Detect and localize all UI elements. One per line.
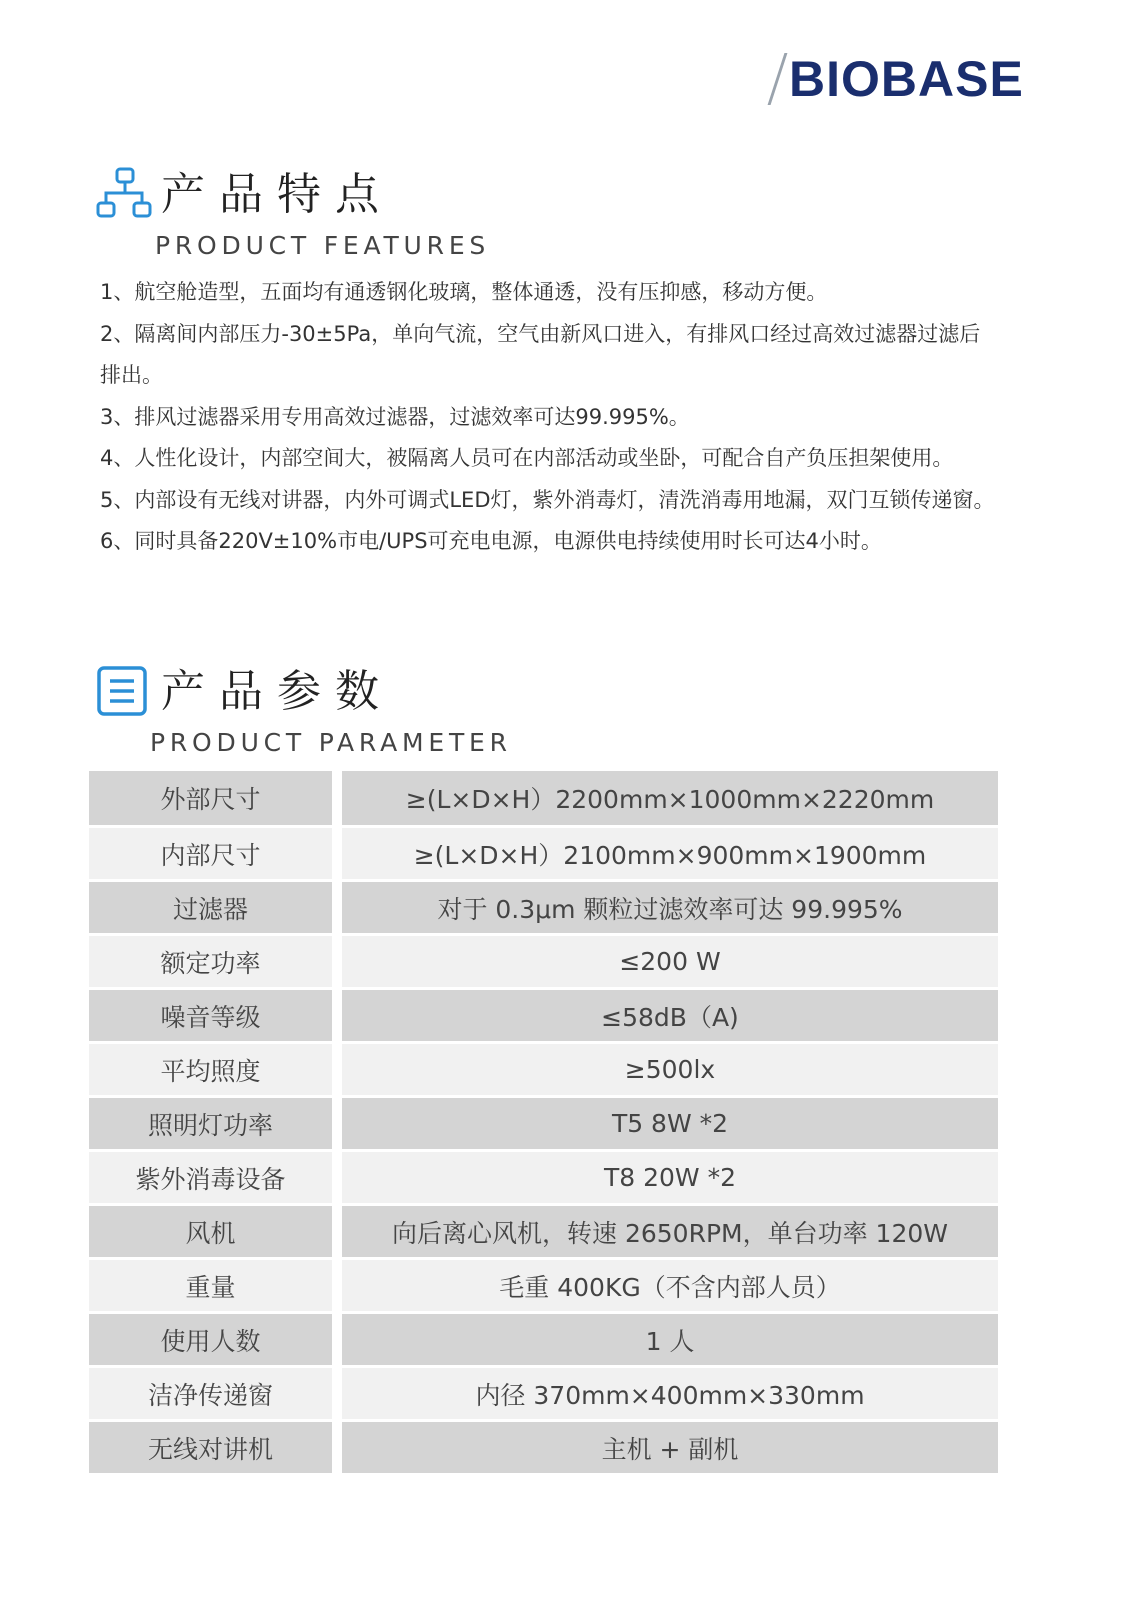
- param-label: 照明灯功率: [89, 1095, 332, 1149]
- table-row: [89, 1095, 998, 1149]
- table-row: [89, 1365, 998, 1419]
- param-value: 主机 + 副机: [342, 1419, 998, 1473]
- column-gap: [332, 1419, 342, 1473]
- feature-item: 5、内部设有无线对讲器，内外可调式LED灯，紫外消毒灯，清洗消毒用地漏，双门互锁传递窗。: [100, 487, 995, 512]
- param-label: 洁净传递窗: [89, 1365, 332, 1419]
- column-gap: [332, 825, 342, 879]
- table-row: [89, 1041, 998, 1095]
- param-label: 噪音等级: [89, 987, 332, 1041]
- table-row: [89, 933, 998, 987]
- column-gap: [332, 1041, 342, 1095]
- table-row: [89, 825, 998, 879]
- table-row: [89, 987, 998, 1041]
- list-document-icon: [95, 662, 155, 722]
- feature-item: 3、排风过滤器采用专用高效过滤器，过滤效率可达99.995%。: [100, 404, 690, 429]
- column-gap: [332, 1203, 342, 1257]
- feature-item: 2、隔离间内部压力-30±5Pa，单向气流，空气由新风口进入，有排风口经过高效过滤器过滤后排出。: [100, 321, 981, 387]
- column-gap: [332, 987, 342, 1041]
- param-value: T5 8W *2: [342, 1095, 998, 1149]
- param-label: 平均照度: [89, 1041, 332, 1095]
- logo-slash: [768, 53, 788, 105]
- feature-item: 1、航空舱造型，五面均有通透钢化玻璃，整体通透，没有压抑感，移动方便。: [100, 280, 828, 304]
- feature-item: 4、人性化设计，内部空间大，被隔离人员可在内部活动或坐卧，可配合自产负压担架使用。: [100, 446, 954, 470]
- param-value: ≥500lx: [342, 1041, 998, 1095]
- column-gap: [332, 1149, 342, 1203]
- feature-item: 6、同时具备220V±10%市电/UPS可充电电源，电源供电持续使用时长可达4小时。: [100, 529, 882, 553]
- column-gap: [332, 933, 342, 987]
- features-subtitle: PRODUCT FEATURES: [155, 231, 491, 260]
- param-value: ≤58dB（A): [342, 987, 998, 1041]
- param-value: 内径 370mm×400mm×330mm: [342, 1365, 998, 1419]
- param-value: ≥(L×D×H）2100mm×900mm×1900mm: [342, 825, 998, 879]
- features-list: [100, 272, 1000, 563]
- table-row: [89, 1419, 998, 1473]
- column-gap: [332, 879, 342, 933]
- param-label: 外部尺寸: [89, 771, 332, 825]
- column-gap: [332, 771, 342, 825]
- column-gap: [332, 1365, 342, 1419]
- table-row: [89, 771, 998, 825]
- table-row: [89, 1311, 998, 1365]
- param-value: 对于 0.3μm 颗粒过滤效率可达 99.995%: [342, 879, 998, 933]
- param-value: 毛重 400KG（不含内部人员）: [342, 1257, 998, 1311]
- param-value: ≤200 W: [342, 933, 998, 987]
- params-title: 产品参数: [161, 666, 393, 717]
- column-gap: [332, 1095, 342, 1149]
- param-label: 额定功率: [89, 933, 332, 987]
- param-label: 内部尺寸: [89, 825, 332, 879]
- params-table: [89, 771, 998, 1473]
- table-row: [89, 879, 998, 933]
- table-row: [89, 1203, 998, 1257]
- param-label: 紫外消毒设备: [89, 1149, 332, 1203]
- param-label: 重量: [89, 1257, 332, 1311]
- param-label: 无线对讲机: [89, 1419, 332, 1473]
- table-row: [89, 1149, 998, 1203]
- features-header: [95, 165, 490, 260]
- features-title: 产品特点: [161, 169, 393, 220]
- brand-logo: [776, 50, 1024, 108]
- param-value: T8 20W *2: [342, 1149, 998, 1203]
- hierarchy-icon: [95, 165, 155, 225]
- param-label: 风机: [89, 1203, 332, 1257]
- column-gap: [332, 1311, 342, 1365]
- column-gap: [332, 1257, 342, 1311]
- param-label: 使用人数: [89, 1311, 332, 1365]
- params-header: [95, 662, 512, 757]
- param-label: 过滤器: [89, 879, 332, 933]
- param-value: 向后离心风机，转速 2650RPM，单台功率 120W: [342, 1203, 998, 1257]
- param-value: ≥(L×D×H）2200mm×1000mm×2220mm: [342, 771, 998, 825]
- table-row: [89, 1257, 998, 1311]
- brand-name: BIOBASE: [789, 51, 1024, 107]
- params-subtitle: PRODUCT PARAMETER: [150, 728, 512, 757]
- param-value: 1 人: [342, 1311, 998, 1365]
